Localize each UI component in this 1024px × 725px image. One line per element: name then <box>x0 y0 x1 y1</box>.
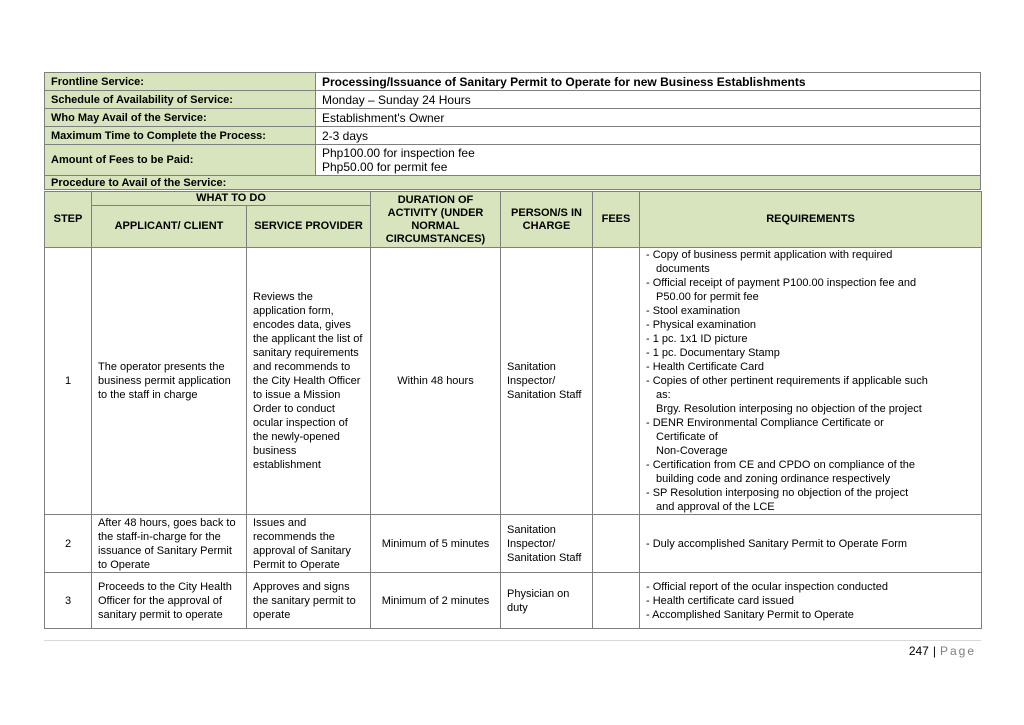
requirement-item: - Accomplished Sanitary Permit to Operate <box>646 608 854 621</box>
table-row <box>45 248 982 515</box>
requirement-item: - 1 pc. Documentary Stamp <box>646 347 780 359</box>
page-number <box>909 644 976 658</box>
requirement-item: documents <box>656 263 710 275</box>
step-number: 3 <box>45 573 92 629</box>
requirement-item: - SP Resolution interposing no objection of the project <box>646 487 909 499</box>
frontline-value: Processing/Issuance of Sanitary Permit to Operate for new Business Establishments <box>316 73 981 91</box>
fees-value <box>316 145 981 176</box>
requirement-item: Non-Coverage <box>656 445 728 457</box>
requirement-item: - DENR Environmental Compliance Certificate or <box>646 417 884 429</box>
fees-label: Amount of Fees to be Paid: <box>45 145 316 176</box>
page-number-value: 247 <box>908 644 929 658</box>
table-row <box>45 515 982 573</box>
step-number: 2 <box>45 515 92 573</box>
table-row <box>45 573 982 629</box>
max-time-value: 2-3 days <box>316 127 981 145</box>
what-to-do-header: WHAT TO DO <box>92 192 371 206</box>
applicant-action: Proceeds to the City Health Officer for the approval of sanitary permit to operate <box>92 573 247 629</box>
duration: Within 48 hours <box>371 248 501 515</box>
provider-action: Reviews the application form, encodes data, gives the applicant the list of sanitary requirements and recommends to the City Health Officer to issue a Mission Order to conduct ocular inspection of the newly-opened business establishment <box>247 248 371 515</box>
applicant-header: APPLICANT/ CLIENT <box>92 206 247 248</box>
requirement-item: as: <box>656 389 671 401</box>
requirement-item: - Health certificate card issued <box>646 594 794 607</box>
duration: Minimum of 5 minutes <box>371 515 501 573</box>
fees-header: FEES <box>593 192 640 248</box>
page-label: Page <box>939 644 976 658</box>
schedule-label: Schedule of Availability of Service: <box>45 91 316 109</box>
fees <box>593 515 640 573</box>
requirement-item: Brgy. Resolution interposing no objection of the project <box>656 403 922 415</box>
requirement-item: Certificate of <box>656 431 718 443</box>
requirement-item: - Certification from CE and CPDO on compliance of the <box>646 459 916 471</box>
schedule-value: Monday – Sunday 24 Hours <box>316 91 981 109</box>
service-info-table <box>44 72 981 190</box>
requirement-item: - Health Certificate Card <box>646 361 764 373</box>
requirements-list <box>640 248 982 515</box>
requirements-list <box>640 515 982 573</box>
step-number: 1 <box>45 248 92 515</box>
step-header: STEP <box>45 192 92 248</box>
who-may-avail-label: Who May Avail of the Service: <box>45 109 316 127</box>
fees <box>593 573 640 629</box>
person-in-charge: Sanitation Inspector/ Sanitation Staff <box>501 515 593 573</box>
requirement-item: - Duly accomplished Sanitary Permit to Operate Form <box>646 537 908 550</box>
applicant-action: After 48 hours, goes back to the staff-in-charge for the issuance of Sanitary Permit to Operate <box>92 515 247 573</box>
who-may-avail-value: Establishment's Owner <box>316 109 981 127</box>
page-number-separator: | <box>932 644 936 658</box>
requirement-item: building code and zoning ordinance respectively <box>656 473 891 485</box>
requirement-item: - Copy of business permit application with required <box>646 249 893 261</box>
duration-header: DURATION OF ACTIVITY (UNDER NORMAL CIRCUMSTANCES) <box>371 192 501 248</box>
fees-value-line: Php50.00 for permit fee <box>322 160 448 174</box>
footer-divider <box>44 640 981 641</box>
fees-value-line: Php100.00 for inspection fee <box>322 146 475 160</box>
person-in-charge: Physician on duty <box>501 573 593 629</box>
frontline-label: Frontline Service: <box>45 73 316 91</box>
requirement-item: - Official receipt of payment P100.00 inspection fee and <box>646 277 917 289</box>
requirement-item: - Stool examination <box>646 305 741 317</box>
requirement-item: P50.00 for permit fee <box>656 291 759 303</box>
provider-action: Approves and signs the sanitary permit to operate <box>247 573 371 629</box>
requirement-item: - Physical examination <box>646 319 757 331</box>
requirements-list <box>640 573 982 629</box>
person-in-charge: Sanitation Inspector/ Sanitation Staff <box>501 248 593 515</box>
requirement-item: - 1 pc. 1x1 ID picture <box>646 333 748 345</box>
requirement-item: - Official report of the ocular inspection conducted <box>646 580 888 593</box>
requirement-item: - Copies of other pertinent requirements if applicable such <box>646 375 928 387</box>
persons-in-charge-header: PERSON/S IN CHARGE <box>501 192 593 248</box>
duration: Minimum of 2 minutes <box>371 573 501 629</box>
procedure-label: Procedure to Avail of the Service: <box>45 176 981 190</box>
requirement-item: and approval of the LCE <box>656 501 775 513</box>
requirements-header: REQUIREMENTS <box>640 192 982 248</box>
max-time-label: Maximum Time to Complete the Process: <box>45 127 316 145</box>
applicant-action: The operator presents the business permit application to the staff in charge <box>92 248 247 515</box>
provider-action: Issues and recommends the approval of Sanitary Permit to Operate <box>247 515 371 573</box>
procedure-table <box>44 191 982 629</box>
service-provider-header: SERVICE PROVIDER <box>247 206 371 248</box>
fees <box>593 248 640 515</box>
